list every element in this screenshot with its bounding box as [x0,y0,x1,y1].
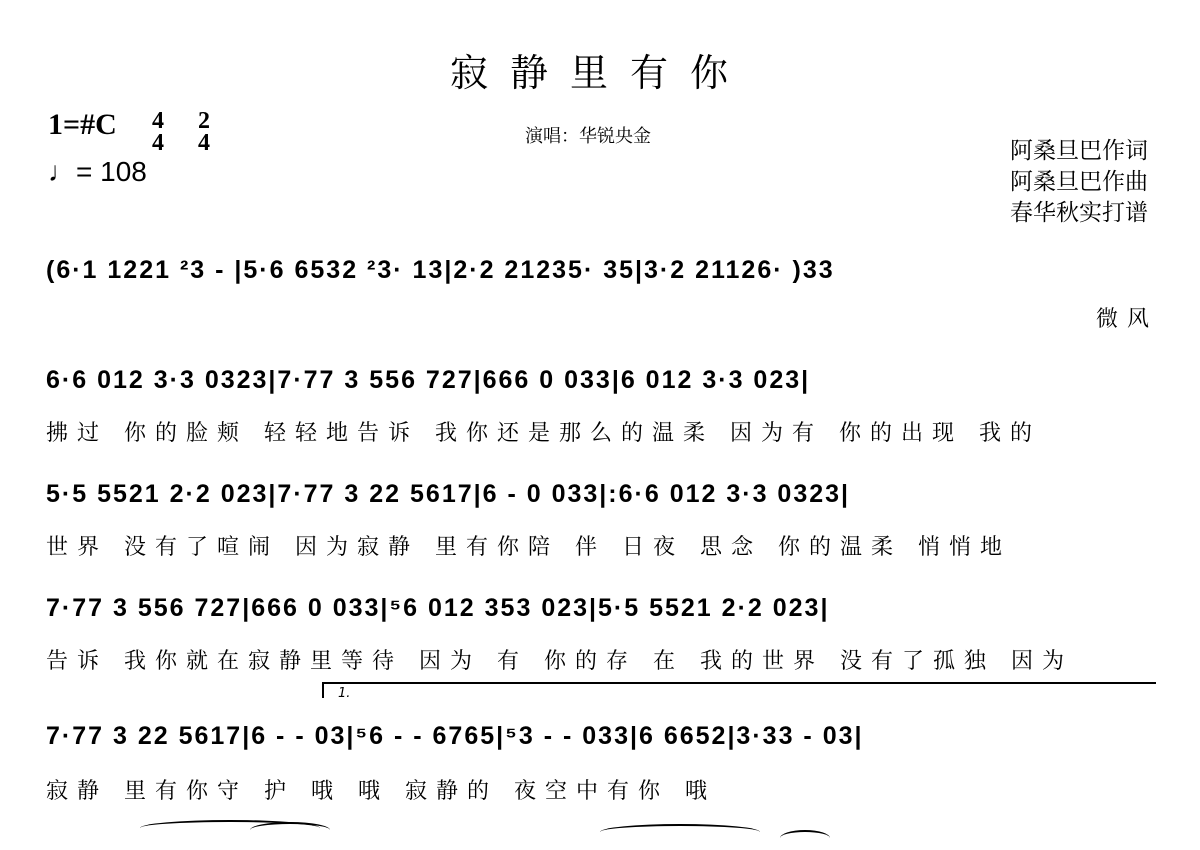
notation-line-2: 6·6 012 3·3 0323|7·77 3 556 727|666 0 033|6 012 3·3 023| [46,366,811,394]
score-line-2 [46,366,1158,450]
meter-bottom: 4 [198,130,210,156]
lyrics-line-2: 拂过 你的脸颊 轻轻地告诉 我你还是那么的温柔 因为有 你的出现 我的 [46,421,1041,446]
song-title: 寂静里有你 [449,51,750,95]
slur [780,830,830,846]
notation-line-5: 7·77 3 22 5617|6 - - 03|⁵6 - - 6765|⁵3 - - 033|6 6652|3·33 - 03| [46,722,864,750]
meter-bottom: 4 [152,130,164,156]
first-ending-bracket [322,682,1156,701]
tempo-value: = 108 [76,156,147,187]
meter-top: 4 [152,108,164,134]
lyrics-line-1: 微风 [1095,307,1158,332]
lyricist: 阿桑旦巴作词 [1010,138,1148,164]
time-signature-4-4 [152,110,164,154]
next-line-cropped [0,820,1200,850]
key-signature: 1=#C [48,108,117,141]
slur [250,822,330,838]
composer: 阿桑旦巴作曲 [1010,169,1148,195]
meter-top: 2 [198,108,210,134]
lyrics-line-3: 世界 没有了喧闹 因为寂静 里有你陪 伴 日夜 思念 你的温柔 悄悄地 [46,535,1011,560]
notation-line-1: (6·1 1221 ²3 - |5·6 6532 ²3· 13|2·2 21235· 35|3·2 21126· )33 [46,256,835,284]
lyrics-line-4: 告诉 我你就在寂静里等待 因为 有 你的存 在 我的世界 没有了孤独 因为 [46,649,1073,674]
slur [600,824,760,840]
score-line-5 [46,722,1158,808]
time-signature-2-4 [198,110,210,154]
transcriber: 春华秋实打谱 [1010,200,1148,226]
notation-line-3: 5·5 5521 2·2 023|7·77 3 22 5617|6 - 0 033|:6·6 012 3·3 0323| [46,480,851,508]
notation-line-4: 7·77 3 556 727|666 0 033|⁵6 012 353 023|5·5 5521 2·2 023| [46,594,830,622]
score-line-3 [46,480,1158,564]
lyrics-line-5: 寂静 里有你守 护 哦 哦 寂静的 夜空中有你 哦 [46,779,716,804]
tempo-marking [48,156,147,188]
score-line-1 [46,256,1158,336]
credits [968,136,1148,229]
score-line-4 [46,594,1158,678]
singer: 演唱：华锐央金 [525,126,651,147]
volta-label: 1. [338,686,351,701]
quarter-note-icon: ♩ [48,156,76,187]
